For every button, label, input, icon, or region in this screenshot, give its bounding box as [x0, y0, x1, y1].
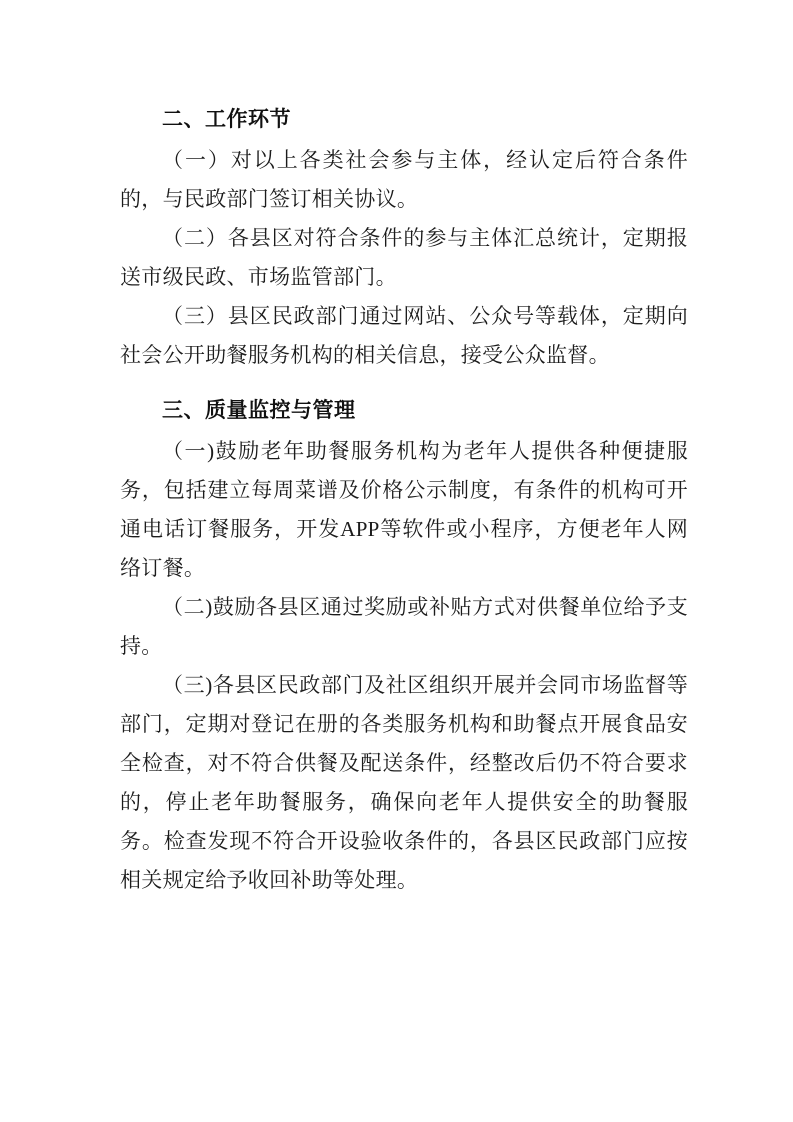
paragraph-2-2: （二）各县区对符合条件的参与主体汇总统计，定期报送市级民政、市场监管部门。	[120, 226, 688, 289]
section-heading-quality-control: 三、质量监控与管理	[162, 398, 356, 422]
paragraph-3-2: （二)鼓励各县区通过奖励或补贴方式对供餐单位给予支持。	[120, 595, 688, 658]
section-spacer	[120, 375, 688, 377]
paragraph-2-1: （一）对以上各类社会参与主体，经认定后符合条件的，与民政部门签订相关协议。	[120, 148, 688, 211]
paragraph-2-3: （三）县区民政部门通过网站、公众号等载体，定期向社会公开助餐服务机构的相关信息，接受公众监督。	[120, 304, 688, 367]
document-body	[120, 100, 688, 900]
paragraph-3-1: （一)鼓励老年助餐服务机构为老年人提供各种便捷服务，包括建立每周菜谱及价格公示制度，有条件的机构可开通电话订餐服务，开发APP等软件或小程序，方便老年人网络订餐。	[120, 439, 688, 580]
section-heading-work-steps: 二、工作环节	[162, 107, 291, 131]
paragraph-3-3: （三)各县区民政部门及社区组织开展并会同市场监督等部门，定期对登记在册的各类服务机构和助餐点开展食品安全检查，对不符合供餐及配送条件，经整改后仍不符合要求的，停止老年助餐服务，确保向老年人提供安全的助餐服务。检查发现不符合开设验收条件的，各县区民政部门应按相关规定给予收回补助等处理。	[120, 673, 688, 892]
